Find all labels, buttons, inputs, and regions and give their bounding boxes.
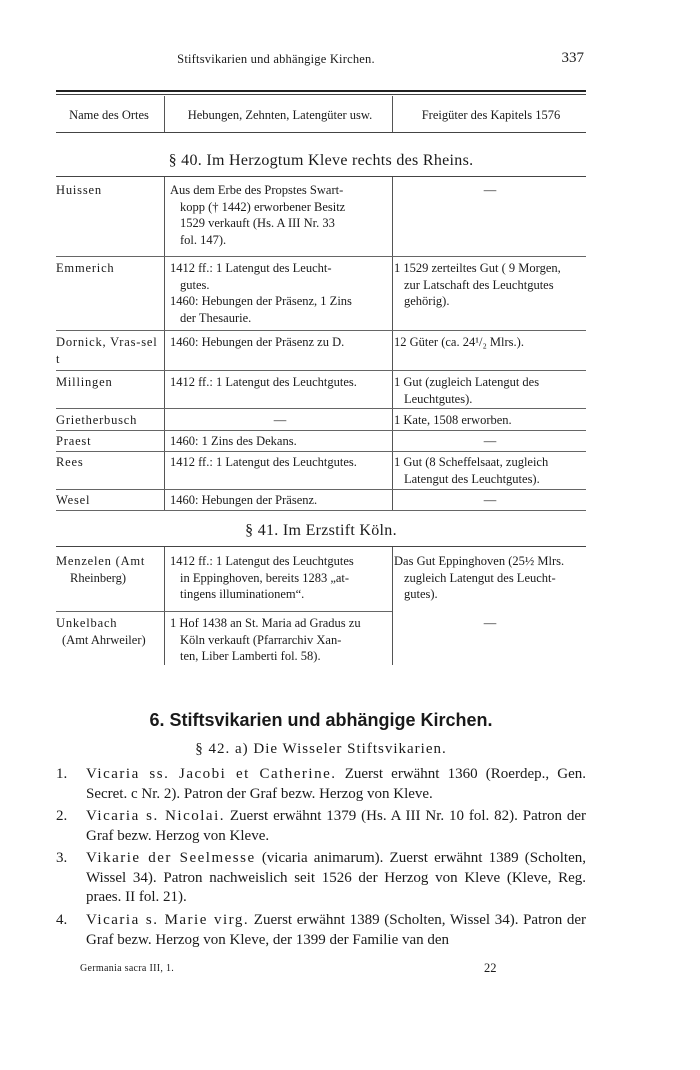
col-divider — [392, 177, 393, 510]
line: zugleich Latengut des Leucht- — [404, 570, 556, 585]
item-text: Zuerst erwähnt 1360 (Roerdep., Gen. Secret. c Nr. 2). Patron der Graf bezw. Herzog von Kleve. — [86, 766, 587, 802]
line: Rheinberg) — [70, 570, 127, 585]
freigueter-cell: — — [483, 434, 497, 448]
section-40-rule — [56, 176, 586, 177]
line: Leuchtgutes). — [404, 391, 473, 406]
signature-mark: Germania sacra III, 1. — [80, 963, 175, 974]
hebungen-cell — [170, 615, 390, 665]
line: ten, Liber Lamberti fol. 58). — [180, 649, 321, 663]
row-rule — [56, 611, 392, 612]
section-40-title: § 40. Im Herzogtum Kleve rechts des Rheins. — [168, 152, 474, 169]
item-text: (vicaria animarum). Zuerst erwähnt 1389 (Scholten, Wissel 34). Patron nachweislich seit 1526 der Herzog von Kleve (Kleve, Reg. praes. II fol. 21). — [86, 850, 587, 906]
page-header — [56, 52, 586, 72]
row-rule — [56, 489, 586, 490]
list-item — [56, 911, 586, 950]
line: 1529 verkauft (Hs. A III Nr. 33 — [180, 216, 335, 230]
row-rule — [56, 510, 586, 511]
sheet-number: 22 — [484, 961, 497, 975]
freigueter-cell: 12 Güter (ca. 24¹/₂ Mlrs.). — [394, 335, 524, 349]
freigueter-cell — [394, 454, 586, 487]
place-name: Dornick, Vras-selt — [56, 335, 158, 366]
row-rule — [56, 330, 586, 331]
line: Latengut des Leuchtgutes). — [404, 471, 540, 486]
hebungen-cell: — — [273, 413, 287, 427]
freigueter-cell — [394, 260, 586, 310]
place-name: Rees — [56, 455, 84, 469]
line: Das Gut Eppinghoven (25½ Mlrs. — [394, 554, 565, 568]
list-item — [56, 849, 586, 908]
freigueter-cell — [394, 374, 586, 407]
place-name — [56, 553, 160, 586]
list-item — [56, 807, 586, 846]
line: (Amt Ahrweiler) — [62, 632, 146, 647]
page-number: 337 — [561, 50, 584, 66]
line: gutes. — [180, 277, 210, 292]
col-divider — [164, 547, 165, 665]
line: 1 Gut (8 Scheffelsaat, zugleich — [394, 455, 549, 469]
place-name: Millingen — [56, 375, 113, 389]
col-head-freigueter: Freigüter des Kapitels 1576 — [421, 108, 561, 122]
line: 1412 ff.: 1 Latengut des Leuchtgutes — [170, 554, 354, 568]
row-rule — [56, 370, 586, 371]
line: Unkelbach — [56, 616, 118, 630]
section-41-rule — [56, 546, 586, 547]
line: Aus dem Erbe des Propstes Swart- — [170, 183, 344, 197]
item-text: Zuerst erwähnt 1379 (Hs. A III Nr. 10 fol. 82). Patron der Graf bezw. Herzog von Kleve. — [86, 808, 586, 844]
item-number: 4. — [56, 912, 68, 928]
row-rule — [56, 408, 586, 409]
col-head-hebungen: Hebungen, Zehnten, Latengüter usw. — [187, 108, 373, 122]
hebungen-cell — [170, 182, 390, 248]
hebungen-cell: 1460: Hebungen der Präsenz. — [170, 493, 318, 507]
line: tingens illuminationem“. — [180, 587, 305, 601]
col-divider — [164, 177, 165, 510]
place-name: Emmerich — [56, 261, 115, 275]
row-rule — [56, 256, 586, 257]
item-number: 1. — [56, 766, 68, 782]
freigueter-cell: 1 Kate, 1508 erworben. — [394, 413, 512, 427]
freigueter-cell: — — [483, 183, 497, 197]
freigueter-cell — [394, 553, 586, 603]
section-41-title: § 41. Im Erzstift Köln. — [245, 522, 397, 539]
list-item — [56, 765, 586, 804]
hebungen-cell: 1412 ff.: 1 Latengut des Leuchtgutes. — [170, 455, 357, 469]
item-text: Zuerst erwähnt 1389 (Scholten, Wissel 34). Patron der Graf bezw. Herzog von Kleve, der 1399 der Familie van den — [86, 912, 587, 948]
table-top-rule-thin — [56, 94, 586, 95]
hebungen-cell: 1412 ff.: 1 Latengut des Leuchtgutes. — [170, 375, 357, 389]
item-heading: Vicaria ss. Jacobi et Catherine. — [86, 766, 337, 782]
hebungen-cell: 1460: 1 Zins des Dekans. — [170, 434, 297, 448]
hebungen-cell — [170, 553, 390, 603]
freigueter-cell: — — [483, 616, 497, 630]
chapter-title: 6. Stiftsvikarien und abhängige Kirchen. — [149, 710, 493, 730]
place-name: Huissen — [56, 183, 102, 197]
section-42-title: § 42. a) Die Wisseler Stiftsvikarien. — [195, 741, 447, 757]
item-heading: Vicaria s. Nicolai. — [86, 808, 225, 824]
place-name: Praest — [56, 434, 92, 448]
place-name: Grietherbusch — [56, 413, 138, 427]
line: gutes). — [404, 587, 438, 601]
table-head-rule — [56, 132, 586, 133]
line: 1412 ff.: 1 Latengut des Leucht- — [170, 261, 332, 275]
col-divider — [164, 96, 165, 132]
line: Köln verkauft (Pfarrarchiv Xan- — [180, 632, 342, 647]
table-top-rule — [56, 90, 586, 92]
item-number: 2. — [56, 808, 68, 824]
line: Menzelen (Amt — [56, 554, 146, 568]
item-heading: Vicaria s. Marie virg. — [86, 912, 250, 928]
line: 1 1529 zerteiltes Gut ( 9 Morgen, — [394, 261, 561, 275]
hebungen-cell: 1460: Hebungen der Präsenz zu D. — [170, 335, 345, 349]
line: fol. 147). — [180, 232, 227, 247]
col-divider — [392, 96, 393, 132]
hebungen-cell — [170, 260, 390, 326]
row-rule — [56, 430, 586, 431]
place-name — [56, 615, 160, 648]
line: 1460: Hebungen der Präsenz, 1 Zins — [170, 294, 352, 308]
item-number: 3. — [56, 850, 68, 866]
row-rule — [56, 451, 586, 452]
running-title: Stiftsvikarien und abhängige Kirchen. — [177, 52, 375, 66]
line: zur Latschaft des Leuchtgutes — [404, 277, 554, 292]
col-head-name: Name des Ortes — [69, 108, 149, 122]
line: 1 Hof 1438 an St. Maria ad Gradus zu — [170, 616, 361, 630]
line: gehörig). — [404, 294, 450, 308]
col-divider — [392, 547, 393, 665]
item-heading: Vikarie der Seelmesse — [86, 850, 256, 866]
line: kopp († 1442) erworbener Besitz — [180, 199, 346, 214]
line: der Thesaurie. — [180, 310, 252, 325]
line: in Eppinghoven, bereits 1283 „at- — [180, 570, 350, 585]
place-name: Wesel — [56, 493, 91, 507]
line: 1 Gut (zugleich Latengut des — [394, 375, 540, 389]
freigueter-cell: — — [483, 493, 497, 507]
